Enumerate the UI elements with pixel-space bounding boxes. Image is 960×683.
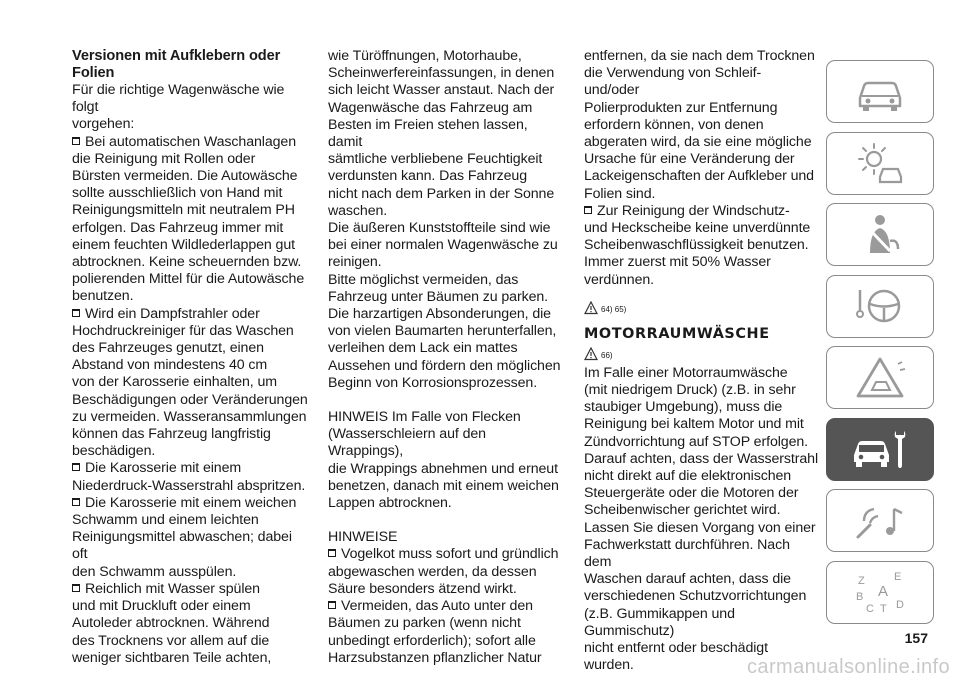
bullet-item: Zur Reinigung der Windschutz- und Heckscheibe keine unverdünnte Scheibenwaschflüssigkeit benutzen. Immer zuerst mit 50% Wasser verdünnen. bbox=[584, 203, 820, 289]
steering-wheel-icon bbox=[850, 282, 910, 330]
chapter-sidebar bbox=[826, 60, 934, 632]
paragraph: Im Falle einer Motorraumwäsche (mit niedrigem Druck) (z.B. in sehr staubiger Umgebung), muss die Reinigung bei kaltem Motor und mit Zündvorrichtung auf STOP erfolgen. Darauf achten, dass der Wasserstrahl nicht direkt auf die elektronischen Steuergeräte oder die Motoren der Scheibenwischer gerichtet wird. Lassen Sie diesen Vorgang von einer Fachwerkstatt durchführen. Nach dem Waschen darauf achten, dass die verschiedenen Schutzvorrichtungen (z.B. Gummikappen und Gummischutz) nicht entfernt oder beschädigt wurden. bbox=[584, 364, 819, 674]
car-wrench-icon bbox=[850, 425, 910, 473]
bullet-item: Vermeiden, das Auto unter den Bäumen zu parken (wenn nicht unbedingt erforderlich); sofort alle Harzsubstanzen pflanzlicher Natur bbox=[328, 598, 564, 667]
section-heading: Versionen mit Aufklebern oder Folien bbox=[72, 48, 281, 81]
paragraph: entfernen, da sie nach dem Trocknen die Verwendung von Schleif- und/oder Polierprodukten zur Entfernung erfordern können, von denen abgeraten wird, da sie eine mögliche Ursache für eine Veränderung der Lackeigenschaften der Aufkleber und Folien sind. bbox=[584, 48, 815, 202]
hinweis-note: HINWEIS Im Falle von Flecken (Wasserschleiern auf den Wrappings), die Wrappings abnehmen und erneut benetzen, danach mit einem weichen Lappen abtrocknen. bbox=[328, 409, 559, 512]
bullet-item: Die Karosserie mit einem Niederdruck-Wasserstrahl abspritzen. bbox=[72, 460, 308, 494]
tab-lights[interactable] bbox=[826, 132, 934, 195]
sun-car-icon bbox=[850, 139, 910, 187]
car-icon bbox=[850, 68, 910, 116]
warning-triangle-icon bbox=[584, 301, 598, 315]
column-1 bbox=[72, 48, 308, 667]
warning-reference bbox=[584, 343, 820, 365]
warning-triangle-icon bbox=[850, 354, 910, 402]
warning-ref-numbers: 64) 65) bbox=[601, 304, 627, 314]
tab-vehicle[interactable] bbox=[826, 60, 934, 123]
warning-ref-numbers: 66) bbox=[601, 350, 613, 360]
column-3 bbox=[584, 48, 820, 675]
page-number: 157 bbox=[904, 630, 928, 646]
bullet-item: Wird ein Dampfstrahler oder Hochdruckreiniger für das Waschen des Fahrzeuges genutzt, einen Abstand von mindestens 40 cm von der Karosserie einhalten, um Beschädigungen oder Veränderungen zu vermeiden. Wasseransammlungen können das Fahrzeug langfristig beschädigen. bbox=[72, 305, 308, 460]
column-2 bbox=[328, 48, 564, 667]
paragraph: Die äußeren Kunststoffteile sind wie bei einer normalen Wagenwäsche zu reinigen. bbox=[328, 220, 558, 271]
tab-multimedia[interactable] bbox=[826, 489, 934, 552]
watermark: carmanualsonline.info bbox=[747, 656, 950, 678]
tab-emergency[interactable] bbox=[826, 346, 934, 409]
bullet-list bbox=[72, 134, 308, 667]
warning-reference bbox=[584, 297, 820, 319]
tab-driving[interactable] bbox=[826, 275, 934, 338]
tab-safety[interactable] bbox=[826, 203, 934, 266]
bullet-item: Die Karosserie mit einem weichen Schwamm und einem leichten Reinigungsmittel abwaschen; dabei oft den Schwamm ausspülen. bbox=[72, 495, 308, 581]
index-letters-icon bbox=[850, 568, 910, 616]
index-letter: A bbox=[878, 583, 889, 600]
paragraph: Bitte möglichst vermeiden, das Fahrzeug unter Bäumen zu parken. Die harzartigen Absonderungen, die von vielen Baumarten herunterfallen, verleihen dem Lack ein mattes Aussehen und fördern den möglichen Beginn von Korrosionsprozessen. bbox=[328, 271, 561, 391]
intro-text: Für die richtige Wagenwäsche wie folgt vorgehen: bbox=[72, 82, 285, 133]
tab-maintenance[interactable] bbox=[826, 418, 934, 481]
section-title: MOTORRAUMWÄSCHE bbox=[584, 325, 770, 342]
seatbelt-icon bbox=[850, 211, 910, 259]
index-letter: D bbox=[896, 599, 904, 611]
multimedia-icon bbox=[850, 497, 910, 545]
index-letter: C bbox=[866, 603, 874, 615]
index-letter: T bbox=[880, 603, 887, 615]
index-letter: B bbox=[856, 591, 864, 603]
bullet-item: Bei automatischen Waschanlagen die Reinigung mit Rollen oder Bürsten vermeiden. Die Autowäsche sollte ausschließlich von Hand mit Reinigungsmitteln mit neutralem PH erfolgen. Das Fahrzeug immer mit einem feuchten Wildlederlappen gut abtrocknen. Keine scheuernden bzw. polierenden Mittel für die Autowäsche benutzen. bbox=[72, 134, 308, 306]
warning-triangle-icon bbox=[584, 347, 598, 361]
paragraph: wie Türöffnungen, Motorhaube, Scheinwerfereinfassungen, in denen sich leicht Wasser anstaut. Nach der Wagenwäsche das Fahrzeug am Besten im Freien stehen lassen, damit sämtliche verbliebene Feuchtigkeit verdunsten kann. Das Fahrzeug nicht nach dem Parken in der Sonne waschen. bbox=[328, 48, 555, 219]
index-letter: E bbox=[894, 571, 902, 583]
index-letter: Z bbox=[858, 575, 865, 587]
hinweise-title: HINWEISE bbox=[328, 529, 398, 546]
tab-index[interactable] bbox=[826, 561, 934, 624]
bullet-item: Vogelkot muss sofort und gründlich abgewaschen werden, da dessen Säure besonders ätzend wirkt. bbox=[328, 546, 564, 598]
bullet-item: Reichlich mit Wasser spülen und mit Druckluft oder einem Autoleder abtrocknen. Während des Trocknens vor allem auf die weniger sichtbaren Teile achten, bbox=[72, 581, 308, 667]
